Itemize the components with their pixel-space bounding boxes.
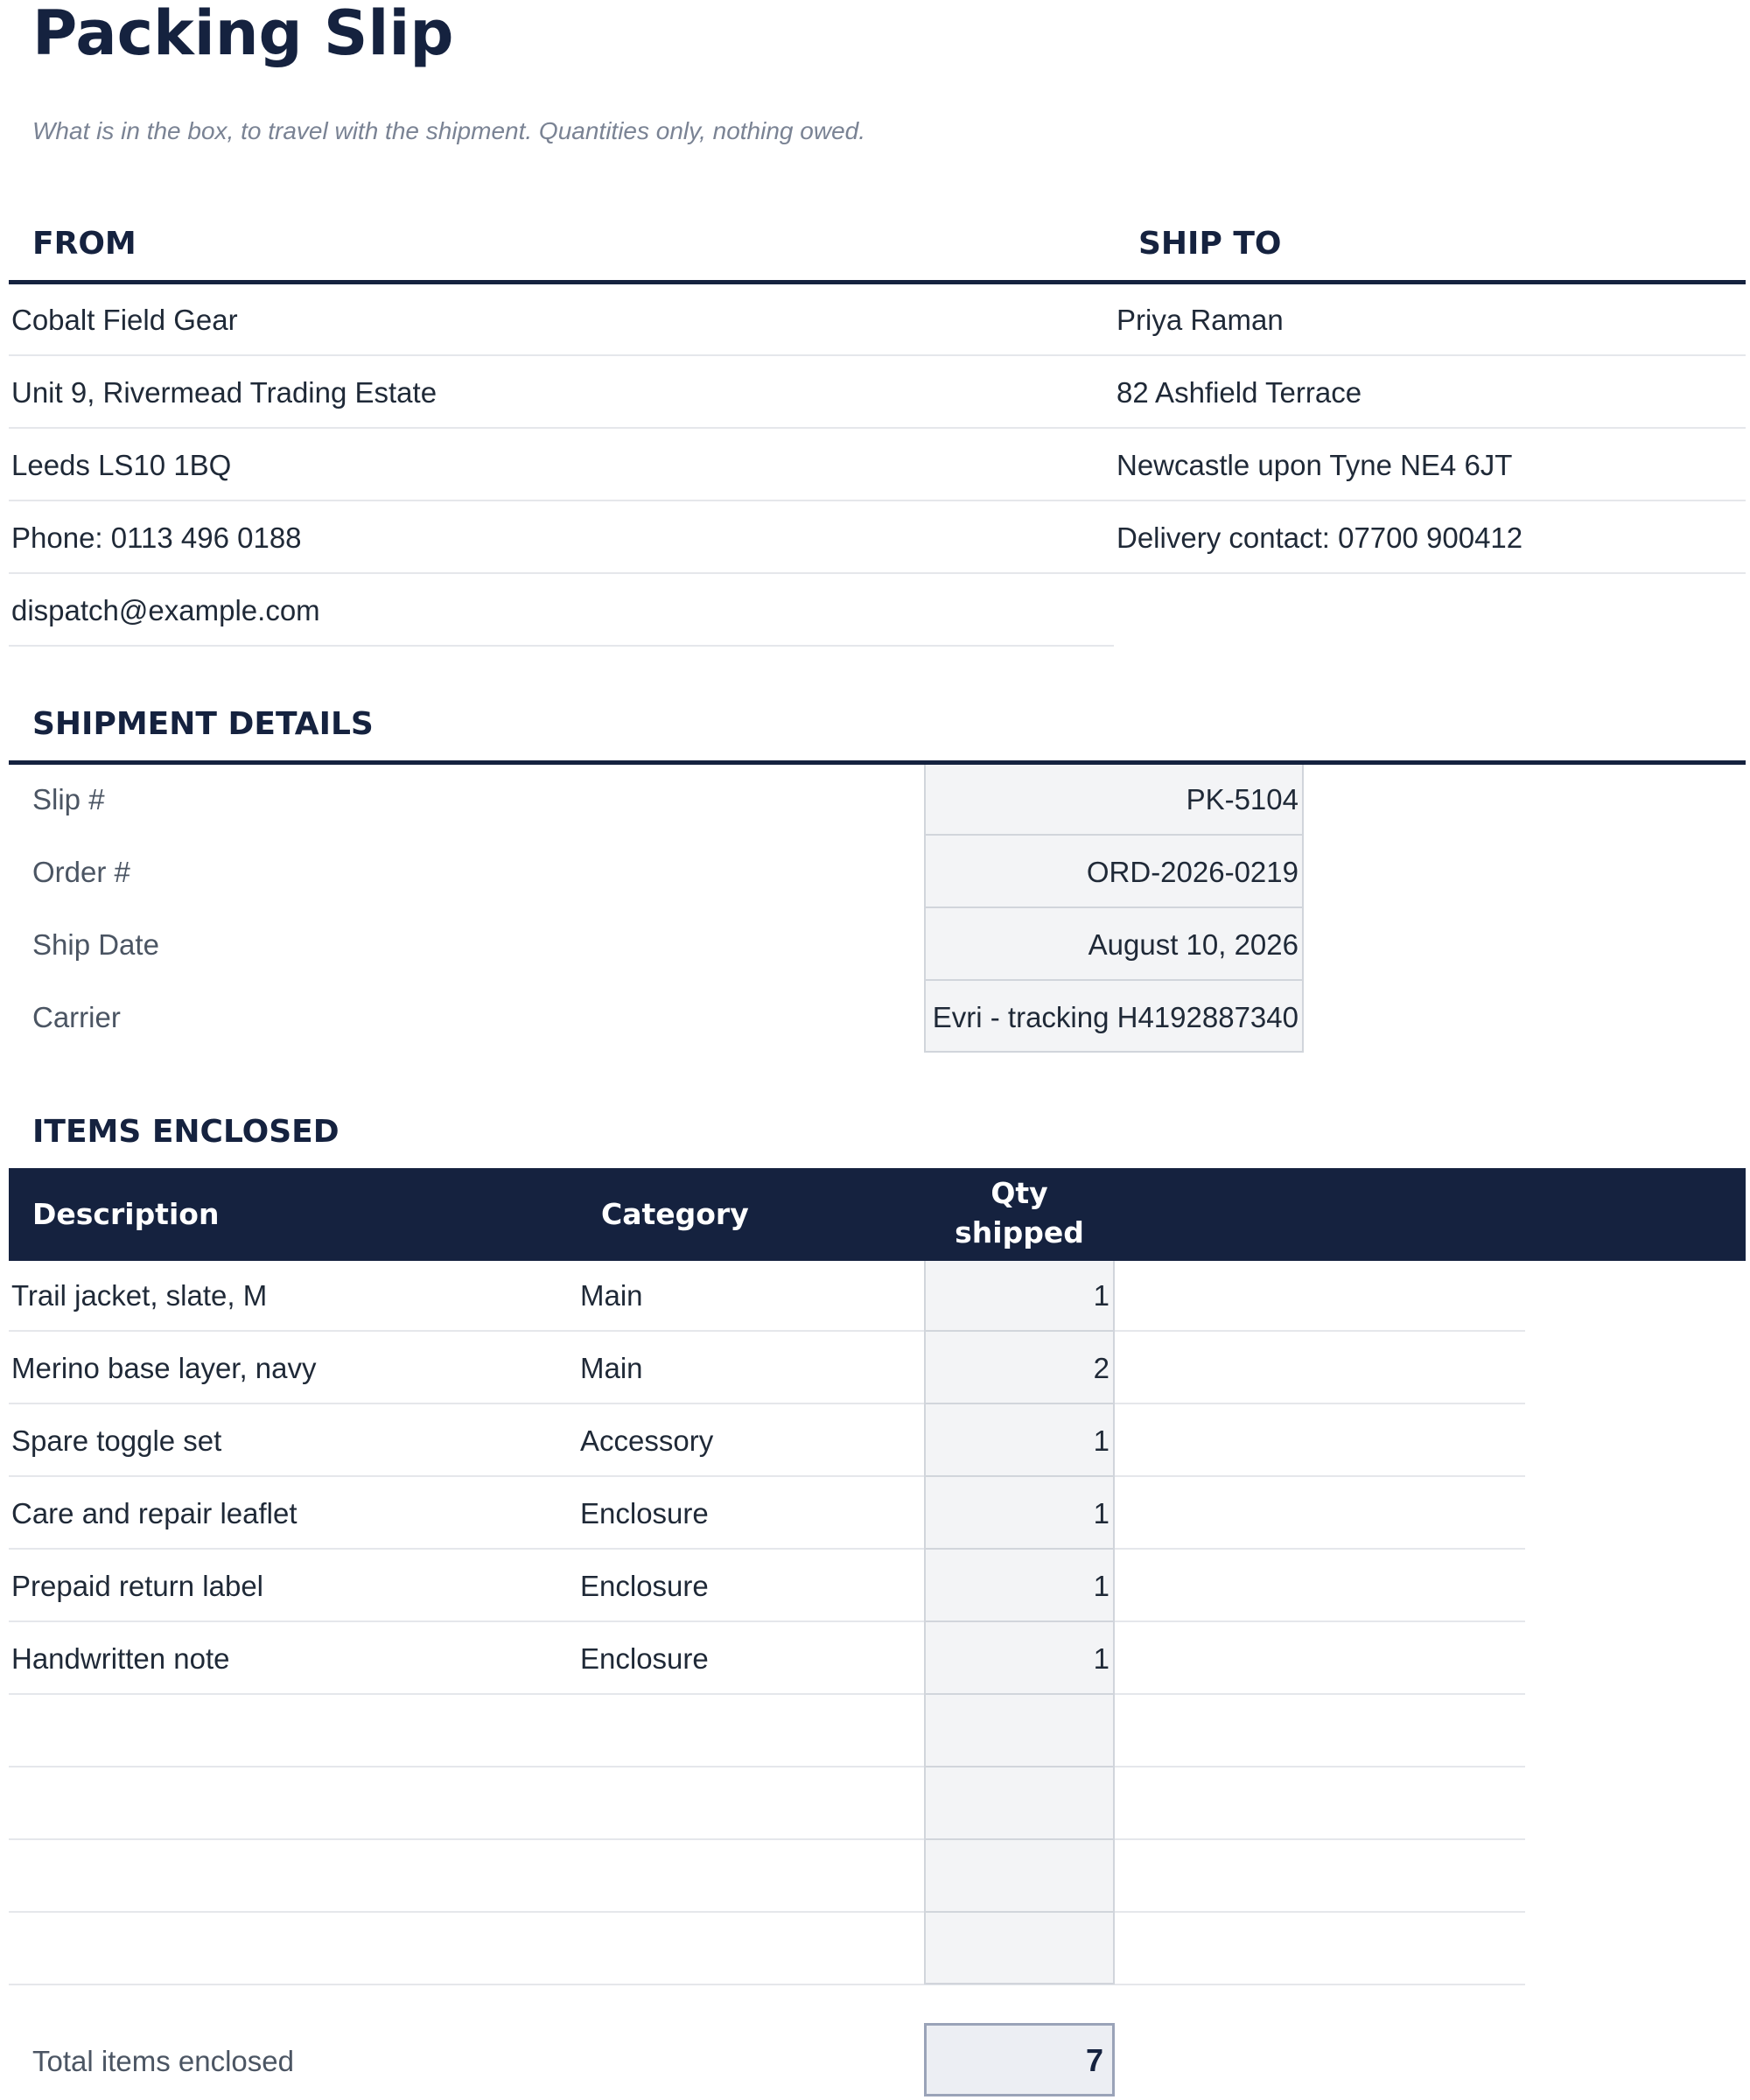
item-qty: 1: [1093, 1642, 1110, 1675]
cell-divider: [924, 1911, 1115, 1913]
cell-divider: [924, 1330, 1115, 1332]
items-table-header: [9, 1168, 1746, 1261]
column-header-category: Category: [601, 1197, 749, 1231]
from-line: dispatch@example.com: [11, 594, 320, 626]
item-description: Merino base layer, navy: [11, 1352, 317, 1384]
cell-divider: [924, 979, 1304, 981]
carrier-label: Carrier: [32, 1001, 121, 1033]
item-category: Enclosure: [580, 1570, 709, 1602]
row-divider: [9, 572, 1114, 574]
item-qty: 1: [1093, 1279, 1110, 1312]
from-line: Phone: 0113 496 0188: [11, 522, 302, 554]
ship-to-line: Delivery contact: 07700 900412: [1116, 522, 1523, 554]
row-divider: [9, 1548, 1525, 1550]
row-divider: [9, 1984, 1525, 1985]
row-divider: [1114, 427, 1746, 429]
item-category: Main: [580, 1279, 643, 1312]
cell-divider: [924, 1548, 1115, 1550]
item-qty: 1: [1093, 1424, 1110, 1457]
ship-to-line: 82 Ashfield Terrace: [1116, 376, 1362, 409]
page-subtitle: What is in the box, to travel with the shipment. Quantities only, nothing owed.: [32, 117, 865, 144]
cell-divider: [924, 834, 1304, 836]
cell-divider: [924, 1766, 1115, 1768]
row-divider: [9, 1620, 1525, 1622]
column-header-description: Description: [32, 1197, 220, 1231]
item-description: Trail jacket, slate, M: [11, 1279, 268, 1312]
ship-to-line: Priya Raman: [1116, 304, 1284, 336]
row-divider: [9, 1403, 1525, 1404]
order-number-label: Order #: [32, 856, 130, 888]
column-header-qty: Qty: [990, 1176, 1048, 1210]
item-description: Handwritten note: [11, 1642, 230, 1675]
item-description: Prepaid return label: [11, 1570, 264, 1602]
item-description: Spare toggle set: [11, 1424, 222, 1457]
address-rule: [9, 280, 1746, 284]
row-divider: [1114, 354, 1746, 356]
item-category: Enclosure: [580, 1497, 709, 1530]
row-divider: [9, 427, 1114, 429]
order-number-value: ORD-2026-0219: [1086, 856, 1298, 888]
cell-divider: [924, 1693, 1115, 1695]
cell-divider: [924, 1983, 1115, 1984]
page-title: Packing Slip: [32, 0, 454, 69]
total-items-box: [924, 2023, 1115, 2096]
total-items-label: Total items enclosed: [32, 2045, 294, 2077]
shipment-rule: [9, 760, 1746, 765]
cell-divider: [924, 1475, 1115, 1477]
cell-divider: [924, 1838, 1115, 1840]
cell-divider: [924, 1403, 1115, 1404]
row-divider: [9, 1838, 1525, 1840]
item-qty: 1: [1093, 1570, 1110, 1602]
row-divider: [9, 645, 1114, 647]
item-category: Enclosure: [580, 1642, 709, 1675]
item-category: Main: [580, 1352, 643, 1384]
shipment-details-heading: SHIPMENT DETAILS: [32, 706, 374, 742]
row-divider: [1114, 572, 1746, 574]
row-divider: [9, 1766, 1525, 1768]
from-line: Unit 9, Rivermead Trading Estate: [11, 376, 438, 409]
ship-date-label: Ship Date: [32, 928, 159, 961]
items-enclosed-heading: ITEMS ENCLOSED: [32, 1114, 340, 1150]
cell-divider: [924, 906, 1304, 908]
cell-divider: [924, 1620, 1115, 1622]
column-header-qty-shipped: shipped: [955, 1215, 1084, 1250]
from-line: Cobalt Field Gear: [11, 304, 238, 336]
row-divider: [9, 1693, 1525, 1695]
row-divider: [9, 1911, 1525, 1913]
item-category: Accessory: [580, 1424, 714, 1457]
item-description: Care and repair leaflet: [11, 1497, 298, 1530]
ship-to-line: Newcastle upon Tyne NE4 6JT: [1116, 449, 1513, 481]
row-divider: [9, 1330, 1525, 1332]
from-line: Leeds LS10 1BQ: [11, 449, 232, 481]
item-qty: 2: [1093, 1352, 1110, 1384]
ship-to-heading: SHIP TO: [1138, 226, 1282, 262]
item-qty: 1: [1093, 1497, 1110, 1530]
slip-number-value: PK-5104: [1186, 783, 1298, 816]
ship-date-value: August 10, 2026: [1088, 928, 1298, 961]
row-divider: [9, 500, 1114, 501]
carrier-value: Evri - tracking H4192887340: [932, 1001, 1298, 1033]
row-divider: [9, 354, 1114, 356]
from-heading: FROM: [32, 226, 136, 262]
slip-number-label: Slip #: [32, 783, 105, 816]
cell-divider: [924, 1051, 1304, 1053]
row-divider: [1114, 500, 1746, 501]
total-items-value: 7: [1085, 2042, 1103, 2078]
row-divider: [9, 1475, 1525, 1477]
